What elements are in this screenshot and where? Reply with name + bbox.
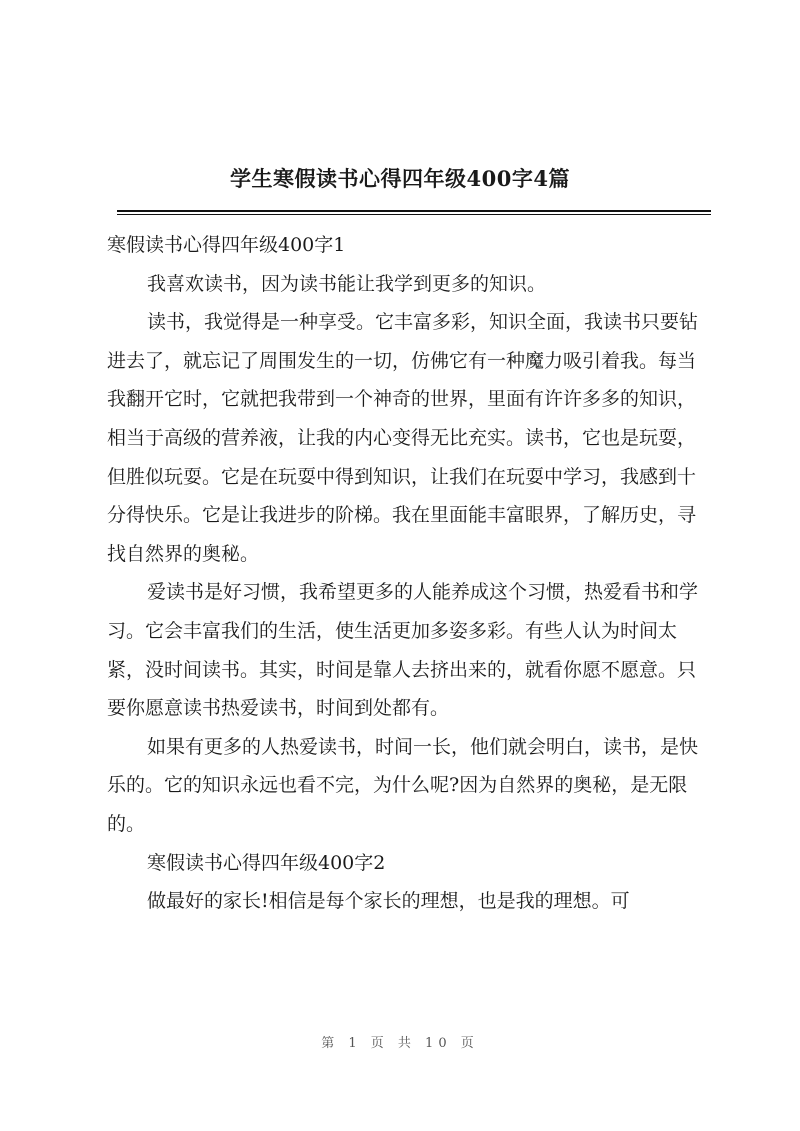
paragraph: 如果有更多的人热爱读书，时间一长，他们就会明白，读书，是快乐的。它的知识永远也看不完，为什么呢?因为自然界的奥秘，是无限的。 bbox=[107, 735, 699, 835]
document-body bbox=[107, 226, 711, 921]
section-heading-1: 寒假读书心得四年级400字1 bbox=[107, 234, 346, 256]
paragraph: 爱读书是好习惯，我希望更多的人能养成这个习惯，热爱看书和学习。它会丰富我们的生活，使生活更加多姿多彩。有些人认为时间太紧，没时间读书。其实，时间是靠人去挤出来的，就看你愿不愿意。只要你愿意读书热爱读书，时间到处都有。 bbox=[107, 581, 699, 720]
page-number: 第 1 页 共 10 页 bbox=[321, 1036, 479, 1051]
paragraph: 我喜欢读书，因为读书能让我学到更多的知识。 bbox=[147, 272, 547, 295]
section-heading-2: 寒假读书心得四年级400字2 bbox=[147, 851, 386, 874]
title-divider bbox=[117, 210, 711, 215]
paragraph: 读书，我觉得是一种享受。它丰富多彩，知识全面，我读书只要钻进去了，就忘记了周围发生的一切，仿佛它有一种魔力吸引着我。每当我翻开它时，它就把我带到一个神奇的世界，里面有许许多多的知识，相当于高级的营养液，让我的内心变得无比充实。读书，它也是玩耍，但胜似玩耍。它是在玩耍中得到知识，让我们在玩耍中学习，我感到十分得快乐。它是让我进步的阶梯。我在里面能丰富眼界，了解历史，寻找自然界的奥秘。 bbox=[107, 311, 699, 565]
paragraph: 做最好的家长!相信是每个家长的理想，也是我的理想。可 bbox=[147, 890, 630, 913]
document-title: 学生寒假读书心得四年级400字4篇 bbox=[230, 166, 570, 191]
